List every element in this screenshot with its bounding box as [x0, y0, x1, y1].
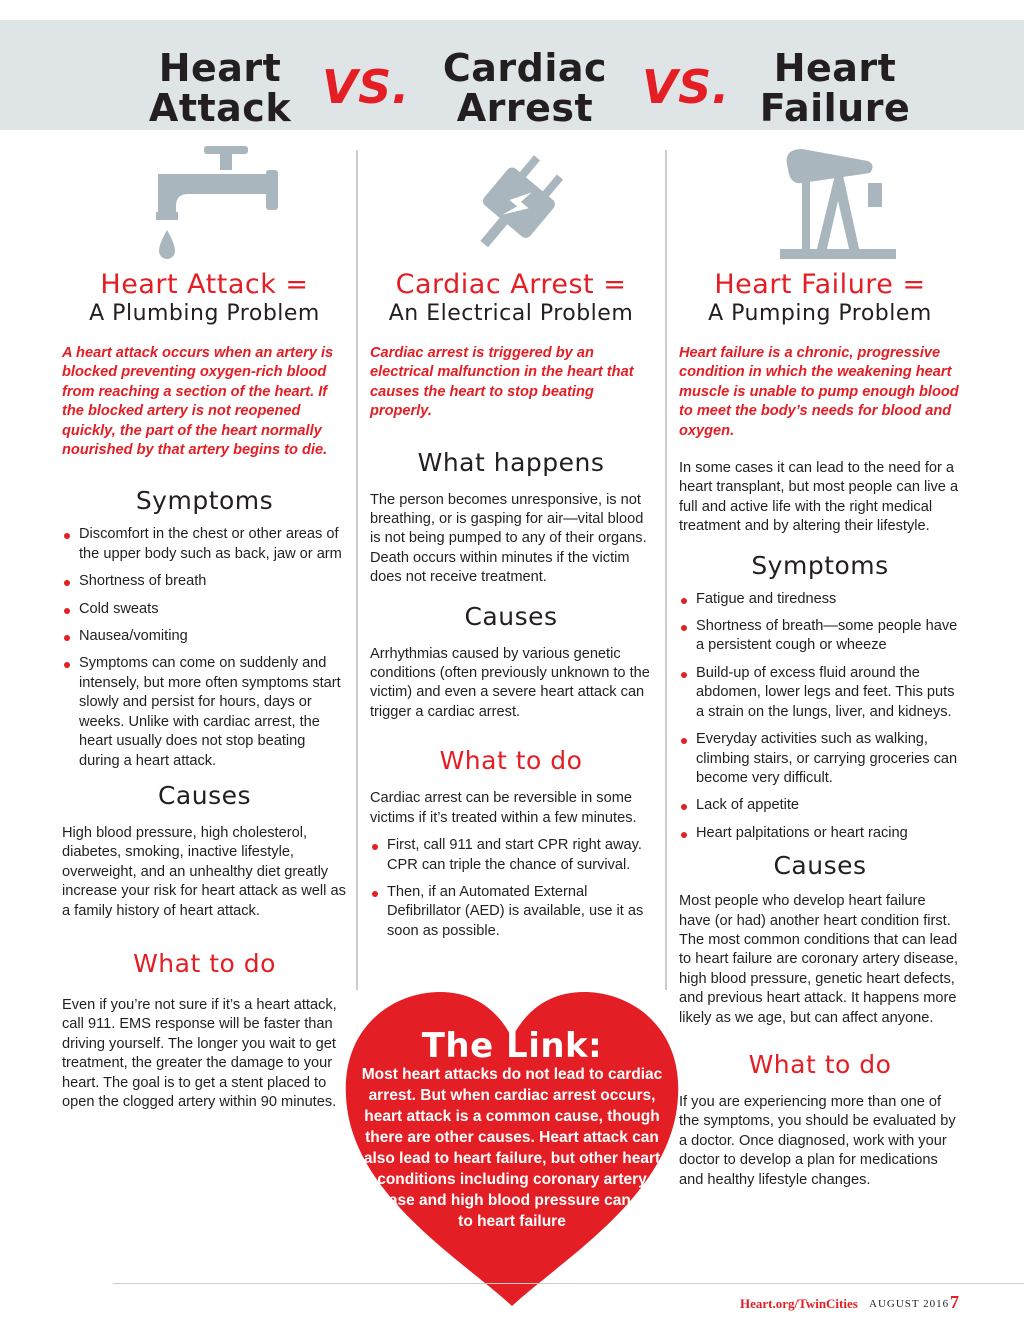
- footer-rule: [113, 1283, 1024, 1284]
- cardiac-arrest-steps-list: [370, 836, 652, 941]
- heart-failure-causes-heading: Causes: [773, 851, 867, 881]
- list-item: Lack of appetite: [679, 796, 961, 815]
- list-item: Everyday activities such as walking, climbing stairs, or carrying groceries can become very difficult.: [679, 730, 961, 788]
- faucet-icon: [148, 140, 288, 265]
- heart-failure-note: In some cases it can lead to the need for a heart transplant, but most people can live a full and active life with the right medical treatment and by altering their lifestyle.: [679, 460, 959, 535]
- heart-failure-symptoms-list: [679, 590, 961, 843]
- heart-failure-todo: If you are experiencing more than one of the symptoms, you should be evaluated by a doctor. Once diagnosed, work with your doctor to develop a plan for medications and healthy lifestyle changes.: [679, 1093, 956, 1188]
- cardiac-arrest-intro: Cardiac arrest is triggered by an electrical malfunction in the heart that causes the heart to stop beating properly.: [370, 345, 634, 420]
- heart-attack-symptoms-list: [62, 525, 347, 770]
- title-heart-failure: [740, 48, 930, 128]
- link-text: [352, 1064, 672, 1232]
- heart-attack-todo: Even if you’re not sure if it’s a heart attack, call 911. EMS response will be faster than driving yourself. The longer you wait to get treatment, the greater the damage to your heart. The goal is to get a stent placed to open the clogged artery within 90 minutes.: [62, 996, 337, 1110]
- heart-attack-equation: Heart Attack =: [100, 269, 309, 300]
- title-line: Heart: [158, 46, 282, 90]
- cardiac-arrest-equation: Cardiac Arrest =: [395, 269, 627, 300]
- title-line: Arrest: [456, 86, 594, 130]
- footer-date: AUGUST 2016: [869, 1298, 950, 1310]
- pumpjack-icon: [772, 143, 902, 265]
- cardiac-arrest-todo-heading: What to do: [439, 746, 583, 776]
- link-heading: The Link:: [421, 1026, 603, 1066]
- list-item: Cold sweats: [62, 600, 347, 619]
- heart-failure-equation: Heart Failure =: [714, 269, 926, 300]
- heart-failure-column: [679, 270, 961, 1190]
- heart-attack-todo-heading: What to do: [133, 948, 276, 978]
- heart-attack-causes: High blood pressure, high cholesterol, diabetes, smoking, inactive lifestyle, overweight, and an unhealthy diet greatly increase your risk for heart attack as well as a family history of heart attack.: [62, 824, 346, 919]
- cardiac-arrest-causes: Arrhythmias caused by various genetic conditions (often previously unknown to the victim) and even a severe heart attack can trigger a cardiac arrest.: [370, 645, 650, 720]
- list-item: Nausea/vomiting: [62, 627, 347, 646]
- list-item: Discomfort in the chest or other areas of the upper body such as back, jaw or arm: [62, 525, 347, 564]
- heart-attack-intro: A heart attack occurs when an artery is blocked preventing oxygen-rich blood from reaching a section of the heart. If the blocked artery is not reopened quickly, the part of the heart normally nourished by that artery begins to die.: [62, 345, 334, 459]
- page-number: 7: [950, 1292, 959, 1312]
- heart-attack-column: [62, 270, 347, 1112]
- title-heart-attack: [130, 48, 310, 128]
- vs-label-1: VS.: [322, 60, 410, 114]
- heart-attack-symptoms-heading: Symptoms: [135, 486, 274, 516]
- heart-attack-causes-heading: Causes: [157, 780, 252, 810]
- title-cardiac-arrest: [420, 48, 630, 128]
- link-text-content: Most heart attacks do not lead to cardiac arrest. But when cardiac arrest occurs, heart attack is a common cause, though there are other causes. Heart attack can also lead to heart failure, but other heart conditions including coronary artery disease and high blood pressure can lead to heart failure: [357, 1066, 667, 1230]
- list-item: Build-up of excess fluid around the abdomen, lower legs and feet. This puts a strain on the lungs, liver, and kidneys.: [679, 664, 961, 722]
- list-item: Shortness of breath—some people have a persistent cough or wheeze: [679, 617, 961, 656]
- heart-failure-subtitle: A Pumping Problem: [708, 301, 932, 326]
- title-line: Failure: [759, 86, 911, 130]
- heart-failure-todo-heading: What to do: [748, 1049, 892, 1079]
- heart-attack-subtitle: A Plumbing Problem: [89, 301, 320, 326]
- list-item: Shortness of breath: [62, 572, 347, 591]
- cardiac-arrest-todo: Cardiac arrest can be reversible in some victims if it’s treated within a few minutes.: [370, 790, 637, 826]
- heart-failure-intro: Heart failure is a chronic, progressive condition in which the weakening heart muscle is unable to pump enough blood to meet the body’s needs for blood and oxygen.: [679, 345, 959, 439]
- cardiac-arrest-happens: The person becomes unresponsive, is not breathing, or is gasping for air—vital blood is not being pumped to any of their organs. Death occurs within minutes if the victim does not receive treatment.: [370, 491, 647, 586]
- footer-url: Heart.org/TwinCities: [740, 1296, 858, 1311]
- list-item: Fatigue and tiredness: [679, 590, 961, 609]
- vs-label-2: VS.: [642, 60, 730, 114]
- column-divider: [356, 150, 358, 990]
- list-item: Heart palpitations or heart racing: [679, 824, 961, 843]
- list-item: Then, if an Automated External Defibrillator (AED) is available, use it as soon as possible.: [370, 883, 652, 941]
- title-line: Attack: [148, 86, 292, 130]
- cardiac-arrest-subtitle: An Electrical Problem: [388, 301, 634, 326]
- cardiac-arrest-causes-heading: Causes: [464, 601, 558, 631]
- heart-failure-causes: Most people who develop heart failure have (or had) another heart condition first. The most common conditions that can lead to heart failure are coronary artery disease, high blood pressure, genetic heart defects, and previous heart attack. It happens more likely as we age, but can affect anyone.: [679, 893, 959, 1026]
- list-item: First, call 911 and start CPR right away. CPR can triple the chance of survival.: [370, 836, 652, 875]
- cardiac-arrest-happens-heading: What happens: [417, 447, 605, 477]
- list-item: Symptoms can come on suddenly and intensely, but more often symptoms start slowly and persist for hours, days or weeks. Unlike with cardiac arrest, the heart usually does not stop beating during a heart attack.: [62, 654, 347, 770]
- plug-icon: [462, 148, 572, 263]
- heart-failure-symptoms-heading: Symptoms: [751, 550, 889, 580]
- column-divider: [665, 150, 667, 990]
- title-line: Cardiac: [442, 46, 608, 90]
- title-line: Heart: [773, 46, 897, 90]
- cardiac-arrest-column: [370, 270, 652, 949]
